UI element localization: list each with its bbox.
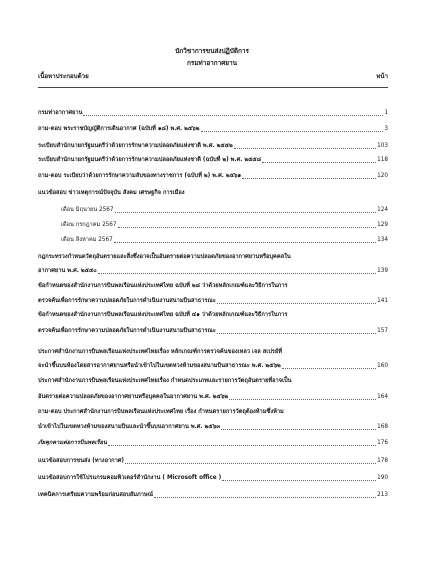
dot-leader	[242, 178, 376, 179]
toc-header	[38, 73, 388, 81]
toc-entry-text: กฎกระทรวงกำหนดวัตถุอันตรายและสิ่งซึ่งอาจเป็นอันตรายต่อความปลอดภัยของอากาศยานหรือบุคคลใน	[38, 254, 291, 260]
toc-entry	[38, 438, 388, 449]
dot-leader	[118, 227, 377, 228]
toc-entry-text: เดือน กรกฎาคม 2567	[61, 222, 117, 228]
dot-leader	[83, 115, 383, 116]
toc-entry-page: 129	[377, 222, 388, 228]
toc-entry-page: 190	[377, 475, 388, 481]
toc-entry-continued	[38, 422, 388, 433]
toc-subentry	[61, 235, 388, 246]
dot-leader	[201, 131, 384, 132]
toc-entry-page: 178	[377, 458, 388, 464]
toc-entry	[38, 252, 388, 263]
dot-leader	[222, 480, 376, 481]
toc-entry-continued	[38, 361, 388, 372]
document-title: นักวิชาการขนส่งปฏิบัติการ	[175, 47, 249, 55]
toc-entry	[38, 171, 388, 182]
header-divider	[38, 87, 388, 88]
toc-entry-page: 160	[377, 363, 388, 369]
toc-entry-page: 168	[377, 424, 388, 430]
toc-subentry	[61, 220, 388, 231]
toc-entry-text: เดือน สิงหาคม 2567	[61, 237, 113, 243]
toc-header-page: หน้า	[376, 73, 388, 80]
toc-entry-page: 139	[377, 268, 388, 274]
toc-entry-text: แนวข้อสอบ ข่าวเหตุการณ์ปัจจุบัน สังคม เศรษฐกิจ การเมือง	[38, 190, 185, 196]
dot-leader	[114, 242, 376, 243]
toc-entry-text: นำเข้าไปในเขตหวงห้ามของสนามบินและนำขึ้นบนอากาศยาน พ.ศ. ๒๕๖๓	[38, 424, 221, 430]
toc-entry	[38, 141, 388, 152]
toc-entry-continued	[38, 392, 388, 403]
toc-entry	[38, 124, 388, 135]
dot-leader	[262, 162, 376, 163]
toc-entry-text: อากาศยาน พ.ศ. ๒๕๕๐	[38, 268, 97, 274]
dot-leader	[234, 148, 376, 149]
toc-entry-text: ข้อกำหนดของสำนักงานการบินพลเรือนแห่งประเทศไทย ฉบับที่ ๔๑ ว่าด้วยหลักเกณฑ์และวิธีการในการ	[38, 312, 288, 318]
toc-entry-page: 103	[377, 143, 388, 149]
dot-leader	[98, 273, 376, 274]
dot-leader	[154, 497, 376, 498]
toc-entry-page: 213	[377, 492, 388, 498]
toc-section-heading	[38, 188, 388, 199]
toc-entry-continued	[38, 326, 388, 337]
toc-entry-text: ตรวจค้นเพื่อการรักษาความปลอดภัยในการดำเนินงานสนามบินสาธารณะ	[38, 298, 216, 304]
toc-entry-page: 176	[377, 440, 388, 446]
toc-entry-page: 1	[384, 110, 388, 116]
toc-entry-page: 118	[377, 157, 388, 163]
toc-entry-text: จะนำขึ้นบนห้องโดยสารอากาศยานหรือนำเข้าไปในเขตหวงห้ามของสนามบินสาธารณะ พ.ศ. ๒๕๖๒	[38, 363, 281, 369]
toc-entry-page: 157	[377, 328, 388, 334]
dot-leader	[282, 368, 376, 369]
toc-entry-text: เดือน มิถุนายน 2567	[61, 207, 114, 213]
toc-subentry	[61, 205, 388, 216]
toc-entry	[38, 473, 388, 484]
dot-leader	[217, 333, 376, 334]
toc-entry-text: อันตรายต่อความปลอดภัยของอากาศยานหรือบุคคลในอากาศยาน พ.ศ. ๒๕๖๒	[38, 394, 229, 400]
dot-leader	[221, 429, 376, 430]
toc-entry-text: ประกาศสำนักงานการบินพลเรือนแห่งประเทศไทยเรื่อง กำหนดประเภทและรายการวัตถุอันตรายที่อาจเป็น	[38, 378, 292, 384]
dot-leader	[217, 303, 376, 304]
toc-header-contents: เนื้อหาประกอบด้วย	[38, 73, 89, 80]
toc-entry-page: 3	[384, 126, 388, 132]
toc-entry-text: ระเบียบสำนักนายกรัฐมนตรีว่าด้วยการรักษาความปลอดภัยแห่งชาติ พ.ศ. ๒๕๕๒	[38, 143, 233, 149]
toc-entry	[38, 310, 388, 321]
dot-leader	[108, 445, 376, 446]
toc-entry	[38, 456, 388, 467]
toc-entry	[38, 155, 388, 166]
toc-entry-text: แนวข้อสอบการใช้โปรแกรมคอมพิวเตอร์สำนักงาน ( Microsoft office )	[38, 475, 222, 481]
toc-entry-text: ถาม-ตอบ ประกาศสำนักงานการบินพลเรือนแห่งประเทศไทย เรื่อง กำหนดรายการวัตถุต้องห้ามซึ่งห้าม	[38, 409, 284, 415]
dot-leader	[229, 399, 376, 400]
toc-entry-text: ประกาศสำนักงานการบินพลเรือนแห่งประเทศไทยเรื่อง หลักเกณฑ์การตรวจค้นของเหลว เจล สเปรย์ที่	[38, 349, 282, 355]
toc-entry-text: ถาม-ตอบ ระเบียบว่าด้วยการรักษาความลับของทางราชการ (ฉบับที่ ๒) พ.ศ. ๒๕๖๑	[38, 173, 242, 179]
toc-entry-page: 124	[377, 207, 388, 213]
toc-entry	[38, 108, 388, 119]
toc-entry-text: ถาม-ตอบ พระราชบัญญัติการเดินอากาศ (ฉบับที่ ๑๘) พ.ศ. ๒๕๖๒	[38, 126, 200, 132]
toc-entry	[38, 347, 388, 358]
toc-entry-text: ระเบียบสำนักนายกรัฐมนตรีว่าด้วยการรักษาความปลอดภัยแห่งชาติ (ฉบับที่ ๒) พ.ศ. ๒๕๕๘	[38, 157, 262, 163]
toc-entry-page: 141	[377, 298, 388, 304]
dot-leader	[125, 463, 376, 464]
toc-entry-text: ตรวจค้นเพื่อการรักษาความปลอดภัยในการดำเนินงานสนามบินสาธารณะ	[38, 328, 216, 334]
toc-entry-text: ข้อกำหนดของสำนักงานการบินพลเรือนแห่งประเทศไทย ฉบับที่ ๒๘ ว่าด้วยหลักเกณฑ์และวิธีการในการ	[38, 283, 288, 289]
toc-entry-page: 134	[377, 237, 388, 243]
toc-entry	[38, 376, 388, 387]
toc-entry-text: เทคนิคการเตรียมความพร้อมก่อนสอบสัมภาษณ์	[38, 492, 153, 498]
toc-entry-text: แนวข้อสอบการขนส่ง (ทางอากาศ)	[38, 458, 125, 464]
toc-entry	[38, 281, 388, 292]
toc-entry-continued	[38, 266, 388, 277]
toc-entry-page: 164	[377, 394, 388, 400]
document-subtitle: กรมท่าอากาศยาน	[187, 59, 237, 67]
toc-entry	[38, 490, 388, 501]
toc-entry	[38, 407, 388, 418]
toc-entry-text: ภัยคุกคามต่อการบินพลเรือน	[38, 440, 107, 446]
toc-entry-text: กรมท่าอากาศยาน	[38, 110, 83, 116]
dot-leader	[115, 212, 377, 213]
toc-entry-page: 120	[377, 173, 388, 179]
toc-entry-continued	[38, 296, 388, 307]
